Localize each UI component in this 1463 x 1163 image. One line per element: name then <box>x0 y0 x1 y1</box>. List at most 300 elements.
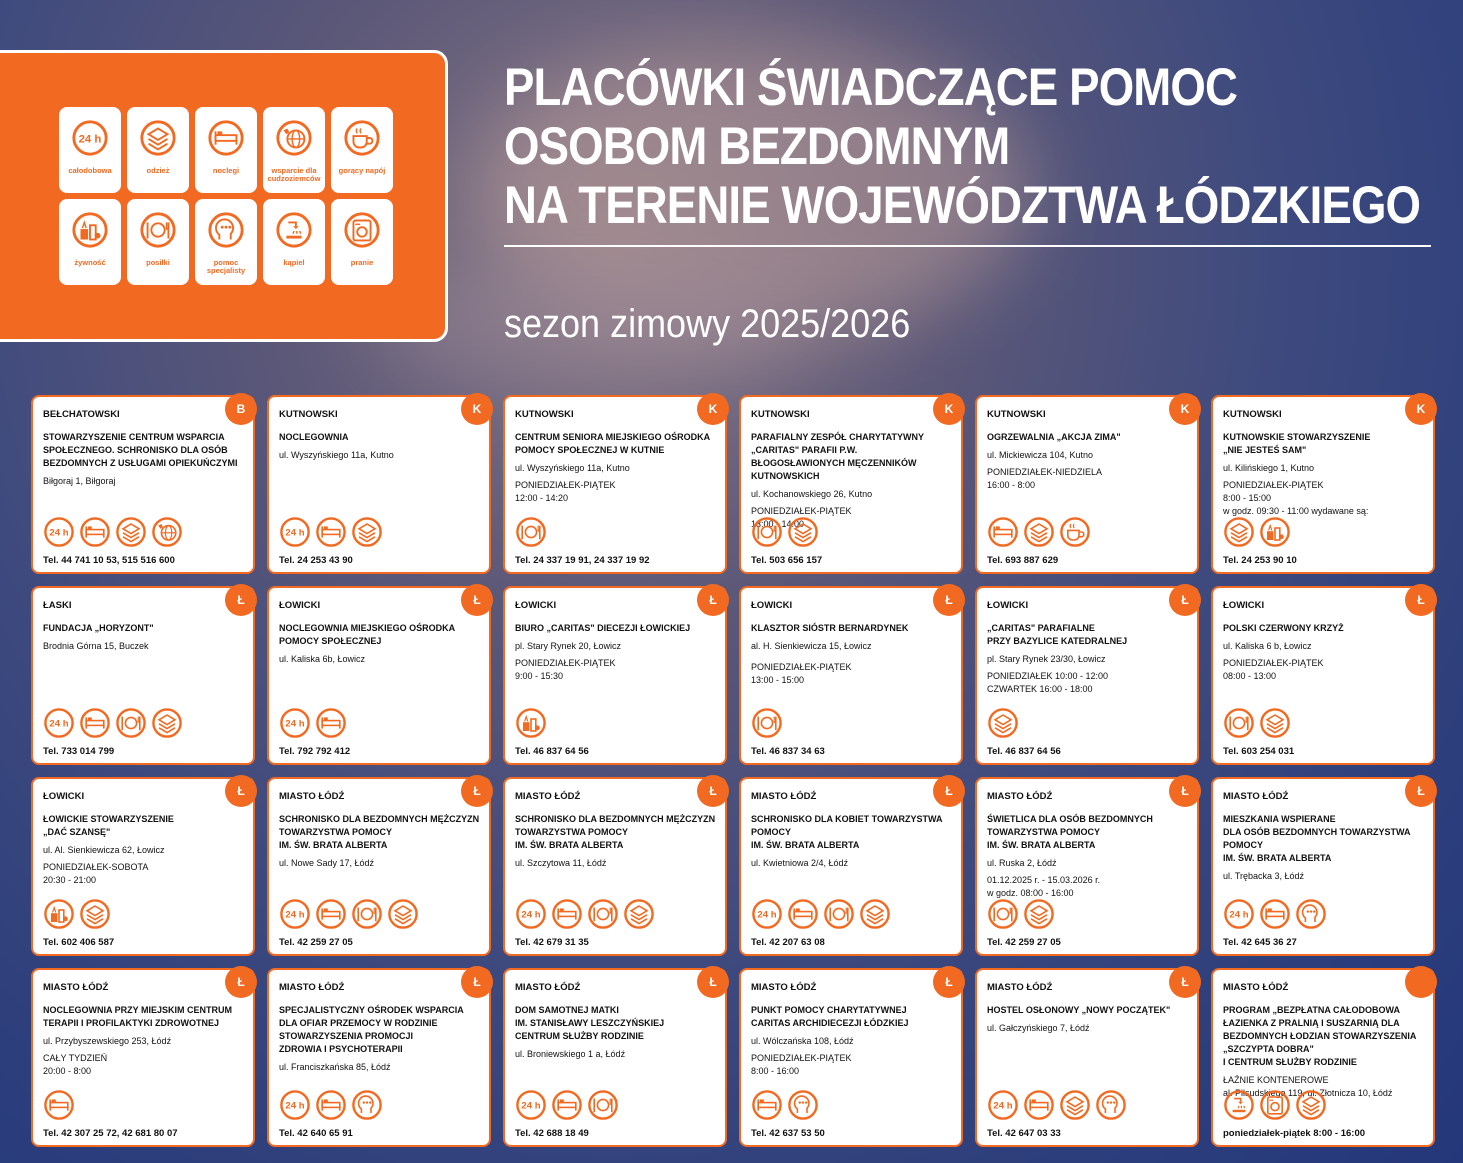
svg-text:24 h: 24 h <box>285 1100 305 1112</box>
laundry-icon <box>1259 1089 1291 1121</box>
card-info-line: PONIEDZIAŁEK 10:00 - 12:00 CZWARTEK 16:00 - 18:00 <box>987 671 1109 694</box>
card-info-line: PONIEDZIAŁEK-PIĄTEK 13:00 - 14:00 <box>751 506 852 529</box>
24h-icon <box>71 119 109 157</box>
facility-name: STOWARZYSZENIE CENTRUM WSPARCIA SPOŁECZNEGO. SCHRONISKO DLA OSÓB BEZDOMNYCH Z USŁUGAMI OPIEKUŃCZYMI <box>43 432 238 468</box>
legend-label: pranie <box>350 258 374 267</box>
card-info-line: ul. Franciszkańska 85, Łódź <box>279 1062 391 1072</box>
svg-text:24 h: 24 h <box>285 909 305 921</box>
card-body <box>43 813 245 887</box>
facility-card <box>1211 586 1435 765</box>
clothes-icon <box>79 898 111 930</box>
service-icons <box>987 707 1019 739</box>
region-badge: Ł <box>697 584 729 616</box>
phone-number: Tel. 693 887 629 <box>987 555 1059 566</box>
clothes-icon <box>623 898 655 930</box>
card-body <box>1223 1004 1425 1100</box>
card-info-line: ul. Nowe Sady 17, Łódź <box>279 858 375 868</box>
clothes-icon <box>151 707 183 739</box>
24h-icon <box>279 1089 311 1121</box>
phone-number: Tel. 46 837 34 63 <box>751 746 825 757</box>
legend-item-hot-drink <box>331 107 393 193</box>
bed-icon <box>315 516 347 548</box>
phone-number: Tel. 46 837 64 56 <box>515 746 589 757</box>
card-body <box>279 622 481 666</box>
svg-text:24 h: 24 h <box>285 718 305 730</box>
region-badge: Ł <box>697 966 729 998</box>
region-badge: Ł <box>1169 966 1201 998</box>
phone-number: Tel. 503 656 157 <box>751 555 823 566</box>
card-body <box>1223 622 1425 683</box>
svg-text:24 h: 24 h <box>757 909 777 921</box>
card-region: MIASTO ŁÓDŹ <box>1223 791 1289 802</box>
phone-number: Tel. 42 307 25 72, 42 681 80 07 <box>43 1128 178 1139</box>
clothes-icon <box>1059 1089 1091 1121</box>
clothes-icon <box>351 516 383 548</box>
phone-number: Tel. 42 647 03 33 <box>987 1128 1061 1139</box>
phone-number: Tel. 42 640 65 91 <box>279 1128 353 1139</box>
card-region: KUTNOWSKI <box>279 409 338 420</box>
meals-icon <box>987 898 1019 930</box>
card-info-line: ul. Mickiewicza 104, Kutno <box>987 450 1094 460</box>
card-info-line: pl. Stary Rynek 20, Łowicz <box>515 641 622 651</box>
service-icons <box>43 516 183 548</box>
hot-drink-icon <box>1059 516 1091 548</box>
legend-label: posiłki <box>146 258 170 267</box>
phone-number: Tel. 42 645 36 27 <box>1223 937 1297 948</box>
region-badge: Ł <box>225 775 257 807</box>
facility-name: MIESZKANIA WSPIERANE DLA OSÓB BEZDOMNYCH TOWARZYSTWA POMOCY IM. ŚW. BRATA ALBERTA <box>1223 814 1411 863</box>
24h-icon <box>987 1089 1019 1121</box>
food-icon <box>71 211 109 249</box>
region-badge: K <box>1169 393 1201 425</box>
specialist-help-icon <box>351 1089 383 1121</box>
facility-name: HOSTEL OSŁONOWY „NOWY POCZĄTEK" <box>987 1005 1171 1015</box>
service-icons <box>751 707 783 739</box>
bed-icon <box>315 1089 347 1121</box>
card-region: MIASTO ŁÓDŹ <box>279 982 345 993</box>
legend-item-foreigners-support <box>263 107 325 193</box>
legend-item-meals <box>127 199 189 285</box>
region-badge: K <box>1405 393 1437 425</box>
card-info-line: ul. Wólczańska 108, Łódź <box>751 1036 854 1046</box>
legend-label: odzież <box>146 166 170 175</box>
icon-legend <box>0 50 448 342</box>
legend-label: noclegi <box>212 166 240 175</box>
specialist-help-icon <box>207 211 245 249</box>
phone-number: Tel. 603 254 031 <box>1223 746 1295 757</box>
facility-name: CENTRUM SENIORA MIEJSKIEGO OŚRODKA POMOCY SPOŁECZNEJ W KUTNIE <box>515 432 710 455</box>
meals-icon <box>587 1089 619 1121</box>
phone-number: Tel. 733 014 799 <box>43 746 115 757</box>
card-info-line: Brodnia Górna 15, Buczek <box>43 641 149 651</box>
phone-number: Tel. 46 837 64 56 <box>987 746 1061 757</box>
card-info-line: ul. Wyszyńskiego 11a, Kutno <box>279 450 394 460</box>
service-icons <box>279 898 419 930</box>
card-body <box>279 813 481 870</box>
facility-card <box>739 968 963 1147</box>
card-info-line: ul. Broniewskiego 1 a, Łódź <box>515 1049 626 1059</box>
meals-icon <box>1223 707 1255 739</box>
phone-number: Tel. 42 637 53 50 <box>751 1128 825 1139</box>
facility-name: SPECJALISTYCZNY OŚRODEK WSPARCIA DLA OFIAR PRZEMOCY W RODZINIE STOWARZYSZENIA PROMOCJI ZDROWIA I PSYCHOTERAPII <box>279 1005 464 1054</box>
facility-card <box>503 777 727 956</box>
service-icons <box>751 516 819 548</box>
title-divider <box>504 245 1431 247</box>
card-info-line: ul. Szczytowa 11, Łódź <box>515 858 607 868</box>
service-icons <box>279 707 347 739</box>
card-info-line: PONIEDZIAŁEK-PIĄTEK 9:00 - 15:30 <box>515 658 616 681</box>
service-icons <box>1223 516 1291 548</box>
svg-text:24 h: 24 h <box>521 1100 541 1112</box>
facility-name: OGRZEWALNIA „AKCJA ZIMA" <box>987 432 1121 442</box>
clothes-icon <box>1023 898 1055 930</box>
phone-number: Tel. 42 207 63 08 <box>751 937 825 948</box>
season-subtitle: sezon zimowy 2025/2026 <box>504 302 911 346</box>
region-badge: B <box>225 393 257 425</box>
svg-text:24 h: 24 h <box>49 527 69 539</box>
card-region: MIASTO ŁÓDŹ <box>751 791 817 802</box>
foreigners-support-icon <box>275 119 313 157</box>
card-region: KUTNOWSKI <box>751 409 810 420</box>
facility-card <box>1211 395 1435 574</box>
facility-name: PARAFIALNY ZESPÓŁ CHARYTATYWNY „CARITAS" PARAFII P.W. BŁOGOSŁAWIONYCH MĘCZENNIKÓW KUTNOWSKICH <box>751 432 924 481</box>
facility-card <box>31 395 255 574</box>
card-body <box>1223 813 1425 883</box>
card-info-line: 01.12.2025 r. - 15.03.2026 r. w godz. 08:00 - 16:00 <box>987 875 1101 898</box>
facility-name: POLSKI CZERWONY KRZYŻ <box>1223 623 1344 633</box>
phone-number: Tel. 42 259 27 05 <box>279 937 353 948</box>
legend-item-specialist-help <box>195 199 257 285</box>
card-body <box>987 1004 1189 1035</box>
service-icons <box>515 516 547 548</box>
clothes-icon <box>139 119 177 157</box>
card-body <box>751 622 953 687</box>
legend-item-food <box>59 199 121 285</box>
24h-icon <box>515 1089 547 1121</box>
facility-name: KLASZTOR SIÓSTR BERNARDYNEK <box>751 623 909 633</box>
card-info-line: ul. Kwietniowa 2/4, Łódź <box>751 858 849 868</box>
service-icons <box>987 516 1091 548</box>
region-badge: K <box>933 393 965 425</box>
service-icons <box>987 1089 1127 1121</box>
card-region: ŁOWICKI <box>1223 600 1265 611</box>
card-body <box>515 431 717 505</box>
service-icons <box>751 898 891 930</box>
card-region: MIASTO ŁÓDŹ <box>987 791 1053 802</box>
card-body <box>751 1004 953 1078</box>
legend-item-24h <box>59 107 121 193</box>
facility-name: ŚWIETLICA DLA OSÓB BEZDOMNYCH TOWARZYSTWA POMOCY IM. ŚW. BRATA ALBERTA <box>987 814 1153 850</box>
region-badge: Ł <box>461 775 493 807</box>
specialist-help-icon <box>1295 898 1327 930</box>
service-icons <box>1223 707 1291 739</box>
food-icon <box>515 707 547 739</box>
facility-name: PROGRAM „BEZPŁATNA CAŁODOBOWA ŁAZIENKA Z PRALNIĄ I SUSZARNIĄ DLA BEZDOMNYCH ŁODZIAN STOWARZYSZENIA „SZCZYPTA DOBRA" I CENTRUM SŁUŻBY RODZINIE <box>1223 1005 1416 1067</box>
region-badge <box>1405 966 1437 998</box>
svg-text:24 h: 24 h <box>1229 909 1249 921</box>
card-region: ŁOWICKI <box>987 600 1029 611</box>
24h-icon <box>279 707 311 739</box>
region-badge: Ł <box>461 584 493 616</box>
card-info-line: ul. Przybyszewskiego 253, Łódź <box>43 1036 172 1046</box>
card-region: KUTNOWSKI <box>1223 409 1282 420</box>
card-body <box>279 431 481 462</box>
card-body <box>279 1004 481 1074</box>
meals-icon <box>351 898 383 930</box>
legend-item-laundry <box>331 199 393 285</box>
card-body <box>987 813 1189 900</box>
card-region: KUTNOWSKI <box>987 409 1046 420</box>
service-icons <box>515 707 547 739</box>
facility-card <box>267 395 491 574</box>
meals-icon <box>751 707 783 739</box>
24h-icon <box>43 516 75 548</box>
title-line-1: PLACÓWKI ŚWIADCZĄCE POMOC <box>504 58 1238 117</box>
card-info-line: ul. Kochanowskiego 26, Kutno <box>751 489 873 499</box>
svg-text:24 h: 24 h <box>285 527 305 539</box>
service-icons <box>987 898 1055 930</box>
svg-text:24 h: 24 h <box>78 133 102 146</box>
bed-icon <box>207 119 245 157</box>
service-icons <box>751 1089 819 1121</box>
facility-card <box>503 586 727 765</box>
card-body <box>515 622 717 683</box>
title-line-2: OSOBOM BEZDOMNYM <box>504 117 1010 176</box>
service-icons <box>515 1089 619 1121</box>
card-info-line: PONIEDZIAŁEK-PIĄTEK 12:00 - 14:20 <box>515 480 616 503</box>
card-region: ŁASKI <box>43 600 72 611</box>
region-badge: Ł <box>1405 584 1437 616</box>
facility-card <box>31 968 255 1147</box>
card-body <box>43 622 245 653</box>
svg-text:24 h: 24 h <box>521 909 541 921</box>
card-body <box>987 622 1189 696</box>
card-body <box>1223 431 1425 518</box>
facility-name: BIURO „CARITAS" DIECEZJI ŁOWICKIEJ <box>515 623 691 633</box>
card-region: ŁOWICKI <box>43 791 85 802</box>
phone-number: Tel. 42 259 27 05 <box>987 937 1061 948</box>
hot-drink-icon <box>343 119 381 157</box>
legend-item-bath <box>263 199 325 285</box>
card-region: MIASTO ŁÓDŹ <box>279 791 345 802</box>
facility-name: „CARITAS" PARAFIALNE PRZY BAZYLICE KATEDRALNEJ <box>987 623 1128 646</box>
card-info-line: ul. Al. Sienkiewicza 62, Łowicz <box>43 845 165 855</box>
meals-icon <box>139 211 177 249</box>
bath-icon <box>1223 1089 1255 1121</box>
region-badge: K <box>697 393 729 425</box>
page-title <box>504 58 1421 235</box>
card-info-line: ul. Ruska 2, Łódź <box>987 858 1057 868</box>
facility-name: KUTNOWSKIE STOWARZYSZENIE „NIE JESTEŚ SAM" <box>1223 432 1371 455</box>
card-body <box>43 431 245 488</box>
legend-label: wsparcie dla cudzoziemców <box>267 166 321 183</box>
card-body <box>515 813 717 870</box>
facility-card <box>267 968 491 1147</box>
card-info-line: ŁAŹNIE KONTENEROWE al. Piłsudskiego 119, ul. Złotnicza 10, Łódź <box>1223 1075 1393 1098</box>
meals-icon <box>823 898 855 930</box>
24h-icon <box>1223 898 1255 930</box>
clothes-icon <box>1023 516 1055 548</box>
svg-text:24 h: 24 h <box>49 718 69 730</box>
facility-card <box>503 395 727 574</box>
region-badge: Ł <box>933 966 965 998</box>
region-badge: Ł <box>1405 775 1437 807</box>
bed-icon <box>551 1089 583 1121</box>
phone-number: poniedziałek-piątek 8:00 - 16:00 <box>1223 1128 1366 1139</box>
24h-icon <box>751 898 783 930</box>
facility-name: FUNDACJA „HORYZONT" <box>43 623 154 633</box>
bed-icon <box>315 707 347 739</box>
service-icons <box>279 516 383 548</box>
meals-icon <box>515 516 547 548</box>
meals-icon <box>587 898 619 930</box>
facility-name: SCHRONISKO DLA BEZDOMNYCH MĘŻCZYZN TOWARZYSTWA POMOCY IM. ŚW. BRATA ALBERTA <box>515 814 716 850</box>
card-region: KUTNOWSKI <box>515 409 574 420</box>
bed-icon <box>315 898 347 930</box>
24h-icon <box>279 516 311 548</box>
card-info-line: al. H. Sienkiewicza 15, Łowicz <box>751 641 872 651</box>
bed-icon <box>1023 1089 1055 1121</box>
phone-number: Tel. 24 253 90 10 <box>1223 555 1297 566</box>
legend-item-clothes <box>127 107 189 193</box>
card-region: MIASTO ŁÓDŹ <box>987 982 1053 993</box>
facility-name: ŁOWICKIE STOWARZYSZENIE „DAĆ SZANSĘ" <box>43 814 174 837</box>
facility-card <box>975 586 1199 765</box>
card-info-line: PONIEDZIAŁEK-PIĄTEK 13:00 - 15:00 <box>751 662 852 685</box>
clothes-icon <box>387 898 419 930</box>
card-region: ŁOWICKI <box>515 600 557 611</box>
bed-icon <box>79 707 111 739</box>
card-info-line: PONIEDZIAŁEK-PIĄTEK 8:00 - 16:00 <box>751 1053 852 1076</box>
region-badge: K <box>461 393 493 425</box>
region-badge: Ł <box>461 966 493 998</box>
card-info-line: ul. Trębacka 3, Łódź <box>1223 871 1305 881</box>
region-badge: Ł <box>697 775 729 807</box>
svg-text:24 h: 24 h <box>993 1100 1013 1112</box>
card-info-line: pl. Stary Rynek 23/30, Łowicz <box>987 654 1106 664</box>
specialist-help-icon <box>1095 1089 1127 1121</box>
legend-label: gorący napój <box>338 166 386 175</box>
phone-number: Tel. 44 741 10 53, 515 516 600 <box>43 555 175 566</box>
card-info-line: CAŁY TYDZIEŃ 20:00 - 8:00 <box>43 1053 108 1076</box>
food-icon <box>1259 516 1291 548</box>
24h-icon <box>43 707 75 739</box>
title-line-3: NA TERENIE WOJEWÓDZTWA ŁÓDZKIEGO <box>504 176 1421 235</box>
bed-icon <box>787 898 819 930</box>
phone-number: Tel. 602 406 587 <box>43 937 115 948</box>
facility-card <box>31 586 255 765</box>
bed-icon <box>987 516 1019 548</box>
phone-number: Tel. 42 688 18 49 <box>515 1128 589 1139</box>
card-info-line: Biłgoraj 1, Biłgoraj <box>43 476 116 486</box>
region-badge: Ł <box>225 966 257 998</box>
phone-number: Tel. 24 253 43 90 <box>279 555 353 566</box>
phone-number: Tel. 792 792 412 <box>279 746 351 757</box>
clothes-icon <box>859 898 891 930</box>
laundry-icon <box>343 211 381 249</box>
facility-card <box>739 395 963 574</box>
card-region: BEŁCHATOWSKI <box>43 409 120 420</box>
facility-name: SCHRONISKO DLA BEZDOMNYCH MĘŻCZYZN TOWARZYSTWA POMOCY IM. ŚW. BRATA ALBERTA <box>279 814 480 850</box>
card-body <box>751 813 953 870</box>
legend-label: kąpiel <box>283 258 305 267</box>
facility-card <box>267 777 491 956</box>
facility-card <box>739 586 963 765</box>
card-info-line: PONIEDZIAŁEK-PIĄTEK 8:00 - 15:00 w godz. 09:30 - 11:00 wydawane są: <box>1223 480 1369 516</box>
card-info-line: ul. Kaliska 6 b, Łowicz <box>1223 641 1312 651</box>
facility-card <box>975 968 1199 1147</box>
card-region: ŁOWICKI <box>751 600 793 611</box>
service-icons <box>1223 1089 1327 1121</box>
service-icons <box>515 898 655 930</box>
region-badge: Ł <box>1169 775 1201 807</box>
facility-card <box>267 586 491 765</box>
region-badge: Ł <box>1169 584 1201 616</box>
service-icons <box>43 1089 75 1121</box>
bed-icon <box>551 898 583 930</box>
bath-icon <box>275 211 313 249</box>
food-icon <box>43 898 75 930</box>
card-region: MIASTO ŁÓDŹ <box>515 982 581 993</box>
clothes-icon <box>987 707 1019 739</box>
24h-icon <box>279 898 311 930</box>
card-info-line: ul. Gałczyńskiego 7, Łódź <box>987 1023 1090 1033</box>
facility-name: SCHRONISKO DLA KOBIET TOWARZYSTWA POMOCY IM. ŚW. BRATA ALBERTA <box>751 814 943 850</box>
card-info-line: PONIEDZIAŁEK-SOBOTA 20:30 - 21:00 <box>43 862 149 885</box>
card-body <box>987 431 1189 492</box>
facility-card <box>1211 777 1435 956</box>
meals-icon <box>115 707 147 739</box>
card-info-line: PONIEDZIAŁEK-PIĄTEK 08:00 - 13:00 <box>1223 658 1324 681</box>
legend-label: żywność <box>74 258 106 267</box>
bed-icon <box>1259 898 1291 930</box>
facility-name: DOM SAMOTNEJ MATKI IM. STANISŁAWY LESZCZYŃSKIEJ CENTRUM SŁUŻBY RODZINIE <box>515 1005 665 1041</box>
service-icons <box>43 707 183 739</box>
facility-card <box>1211 968 1435 1147</box>
card-region: MIASTO ŁÓDŹ <box>1223 982 1289 993</box>
card-info-line: ul. Kilińskiego 1, Kutno <box>1223 463 1315 473</box>
bed-icon <box>43 1089 75 1121</box>
card-info-line: PONIEDZIAŁEK-NIEDZIELA 16:00 - 8:00 <box>987 467 1103 490</box>
region-badge: Ł <box>225 584 257 616</box>
facility-name: NOCLEGOWNIA <box>279 432 349 442</box>
card-body <box>43 1004 245 1078</box>
facility-card <box>739 777 963 956</box>
card-body <box>515 1004 717 1061</box>
card-region: MIASTO ŁÓDŹ <box>751 982 817 993</box>
clothes-icon <box>1295 1089 1327 1121</box>
legend-label: pomoc specjalisty <box>206 258 246 275</box>
facility-name: NOCLEGOWNIA MIEJSKIEGO OŚRODKA POMOCY SPOŁECZNEJ <box>279 623 455 646</box>
service-icons <box>43 898 111 930</box>
clothes-icon <box>787 516 819 548</box>
specialist-help-icon <box>787 1089 819 1121</box>
facility-card <box>975 777 1199 956</box>
facility-card <box>31 777 255 956</box>
phone-number: Tel. 42 679 31 35 <box>515 937 589 948</box>
bed-icon <box>79 516 111 548</box>
clothes-icon <box>1259 707 1291 739</box>
card-region: MIASTO ŁÓDŹ <box>43 982 109 993</box>
card-region: ŁOWICKI <box>279 600 321 611</box>
card-info-line: ul. Wyszyńskiego 11a, Kutno <box>515 463 630 473</box>
card-info-line: ul. Kaliska 6b, Łowicz <box>279 654 366 664</box>
legend-item-bed <box>195 107 257 193</box>
clothes-icon <box>1223 516 1255 548</box>
bed-icon <box>751 1089 783 1121</box>
region-badge: Ł <box>933 775 965 807</box>
legend-label: całodobowa <box>68 166 112 175</box>
